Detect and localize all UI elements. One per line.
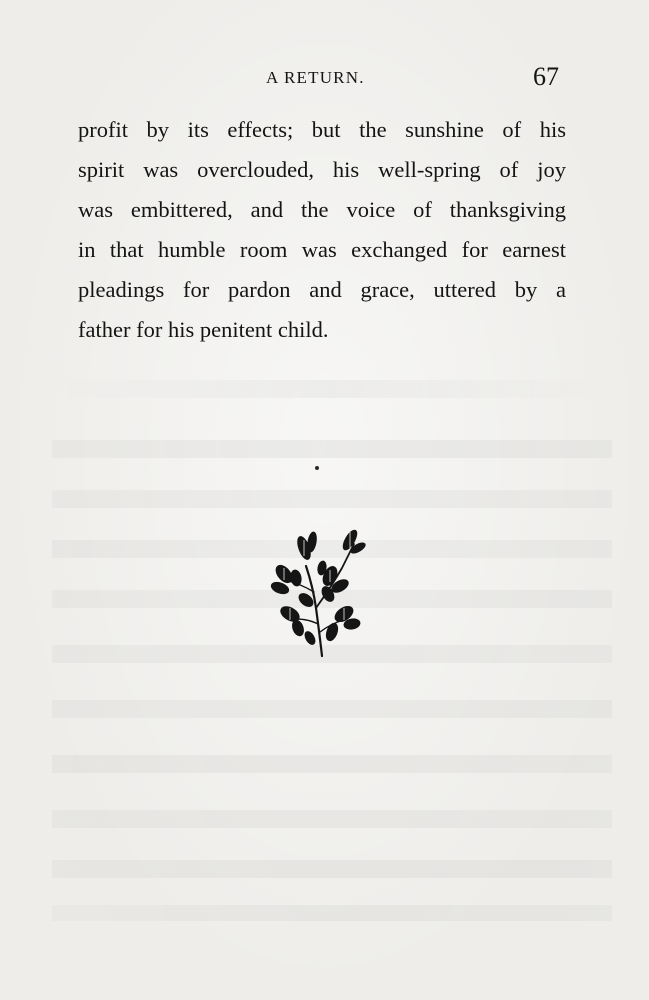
text-line: was embittered, and the voice of thanksgiving: [78, 197, 566, 222]
text-line: profit by its effects; but the sunshine of his: [78, 117, 566, 142]
bleed-through-texture: [52, 905, 612, 921]
text-line: spirit was overclouded, his well-spring of joy: [78, 157, 566, 182]
bleed-through-texture: [52, 380, 612, 398]
bleed-through-texture: [52, 440, 612, 458]
text-line: pleadings for pardon and grace, uttered by a: [78, 277, 566, 302]
leafy-sprig-icon: [270, 528, 380, 658]
text-line: father for his penitent child.: [78, 317, 329, 342]
bleed-through-texture: [52, 810, 612, 828]
bleed-through-texture: [52, 860, 612, 878]
bleed-through-texture: [52, 700, 612, 718]
bleed-through-texture: [52, 755, 612, 773]
body-paragraph: [78, 110, 566, 350]
running-title: A RETURN.: [266, 68, 365, 87]
bleed-through-texture: [52, 490, 612, 508]
running-head: [0, 62, 649, 96]
ink-speck: [315, 466, 319, 470]
text-line: in that humble room was exchanged for earnest: [78, 237, 566, 262]
page-number: 67: [533, 62, 559, 91]
